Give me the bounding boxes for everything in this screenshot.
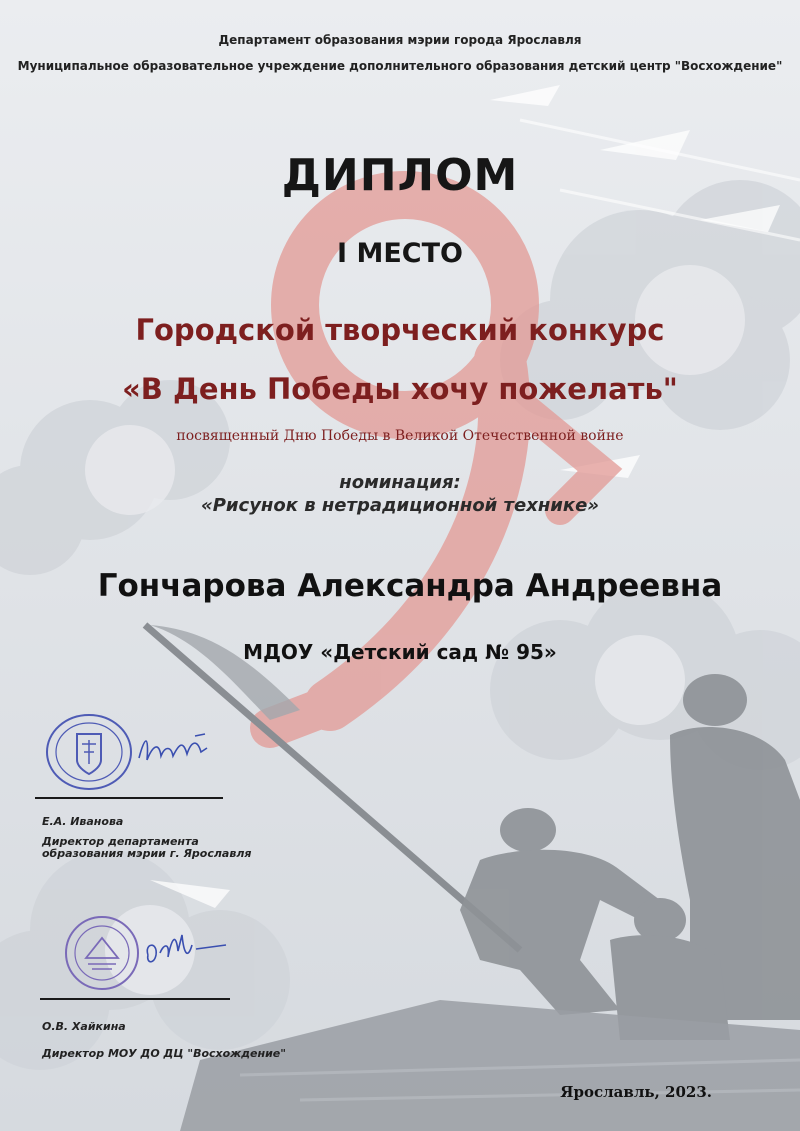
signer-2-name: О.В. Хайкина bbox=[42, 1020, 126, 1033]
contest-name: Городской творческий конкурс bbox=[135, 313, 665, 347]
signature-line-2 bbox=[40, 998, 230, 1000]
signer-2-position: Директор МОУ ДО ДЦ "Восхождение" bbox=[42, 1047, 286, 1060]
contest-dedication: посвященный Дню Победы в Великой Отечественной войне bbox=[176, 428, 624, 444]
diploma-title: ДИПЛОМ bbox=[281, 150, 519, 201]
header-department: Департамент образования мэрии города Ярославля bbox=[218, 33, 582, 47]
signature-ivanova bbox=[135, 730, 215, 770]
nomination-value: «Рисунок в нетрадиционной технике» bbox=[201, 495, 599, 516]
signer-1-position: Директор департамента образования мэрии г. Ярославля bbox=[42, 835, 252, 860]
city-year: Ярославль, 2023. bbox=[560, 1083, 712, 1101]
signer-1-name: Е.А. Иванова bbox=[42, 815, 124, 828]
signature-khaikina bbox=[142, 925, 232, 975]
contest-title: «В День Победы хочу пожелать" bbox=[122, 372, 678, 406]
recipient-name: Гончарова Александра Андреевна bbox=[97, 568, 723, 604]
stamp-center-seal bbox=[62, 914, 142, 992]
place-award: I МЕСТО bbox=[337, 238, 463, 269]
nomination-label: номинация: bbox=[339, 472, 461, 493]
recipient-organization: МДОУ «Детский сад № 95» bbox=[243, 640, 557, 664]
signature-line-1 bbox=[35, 797, 223, 799]
stamp-department-seal bbox=[44, 712, 134, 792]
header-institution: Муниципальное образовательное учреждение дополнительного образования детский центр "Восхождение" bbox=[17, 59, 783, 73]
